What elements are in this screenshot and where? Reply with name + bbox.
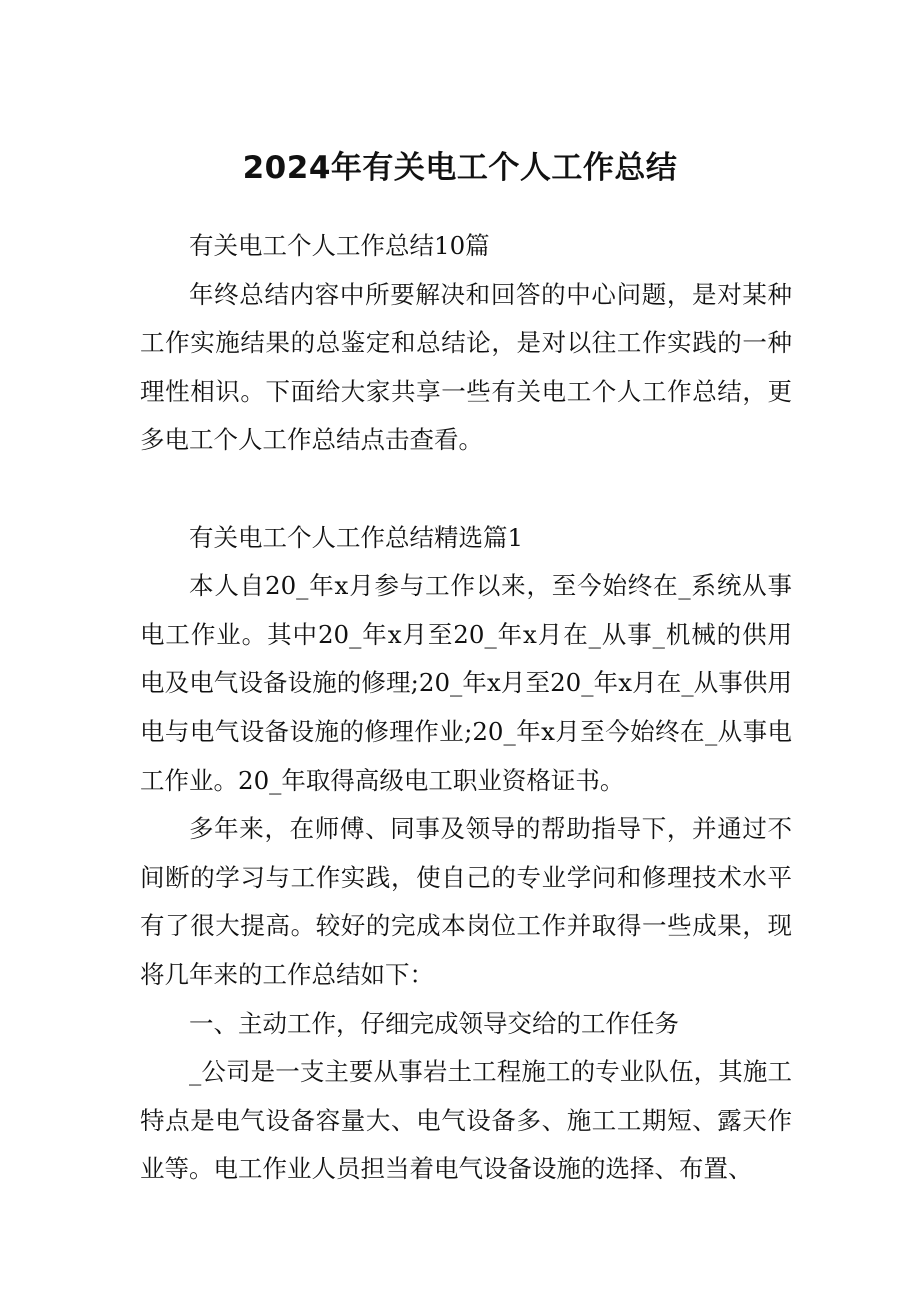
section-heading: 有关电工个人工作总结精选篇1 — [189, 522, 524, 552]
body-paragraph: 多年来，在师傅、同事及领导的帮助指导下，并通过不间断的学习与工作实践，使自己的专业学问和修理技术水平有了很大提高。较好的完成本岗位工作并取得一些成果，现将几年来的工作总结如下： — [140, 814, 792, 989]
body-paragraph: 本人自20_年x月参与工作以来，至今始终在_系统从事电工作业。其中20_年x月至20_年x月在_从事_机械的供用电及电气设备设施的修理;20_年x月至20_年x月在_从事供用电与电气设备设施的修理作业;20_年x月至今始终在_从事电工作业。20_年取得高级电工职业资格证书。 — [140, 571, 792, 795]
subtitle-paragraph: 有关电工个人工作总结10篇 — [189, 231, 490, 260]
intro-paragraph: 年终总结内容中所要解决和回答的中心问题，是对某种工作实施结果的总鉴定和总结论，是对以往工作实践的一种理性相识。下面给大家共享一些有关电工个人工作总结，更多电工个人工作总结点击查看。 — [140, 279, 792, 455]
document-title: 2024年有关电工个人工作总结 — [242, 150, 678, 186]
subsection-heading: 一、主动工作，仔细完成领导交给的工作任务 — [189, 1008, 679, 1038]
blank-line — [140, 465, 792, 514]
body-paragraph: _公司是一支主要从事岩土工程施工的专业队伍，其施工特点是电气设备容量大、电气设备多、施工工期短、露天作业等。电工作业人员担当着电气设备设施的选择、布置、 — [140, 1057, 792, 1184]
document-body — [140, 222, 792, 1194]
